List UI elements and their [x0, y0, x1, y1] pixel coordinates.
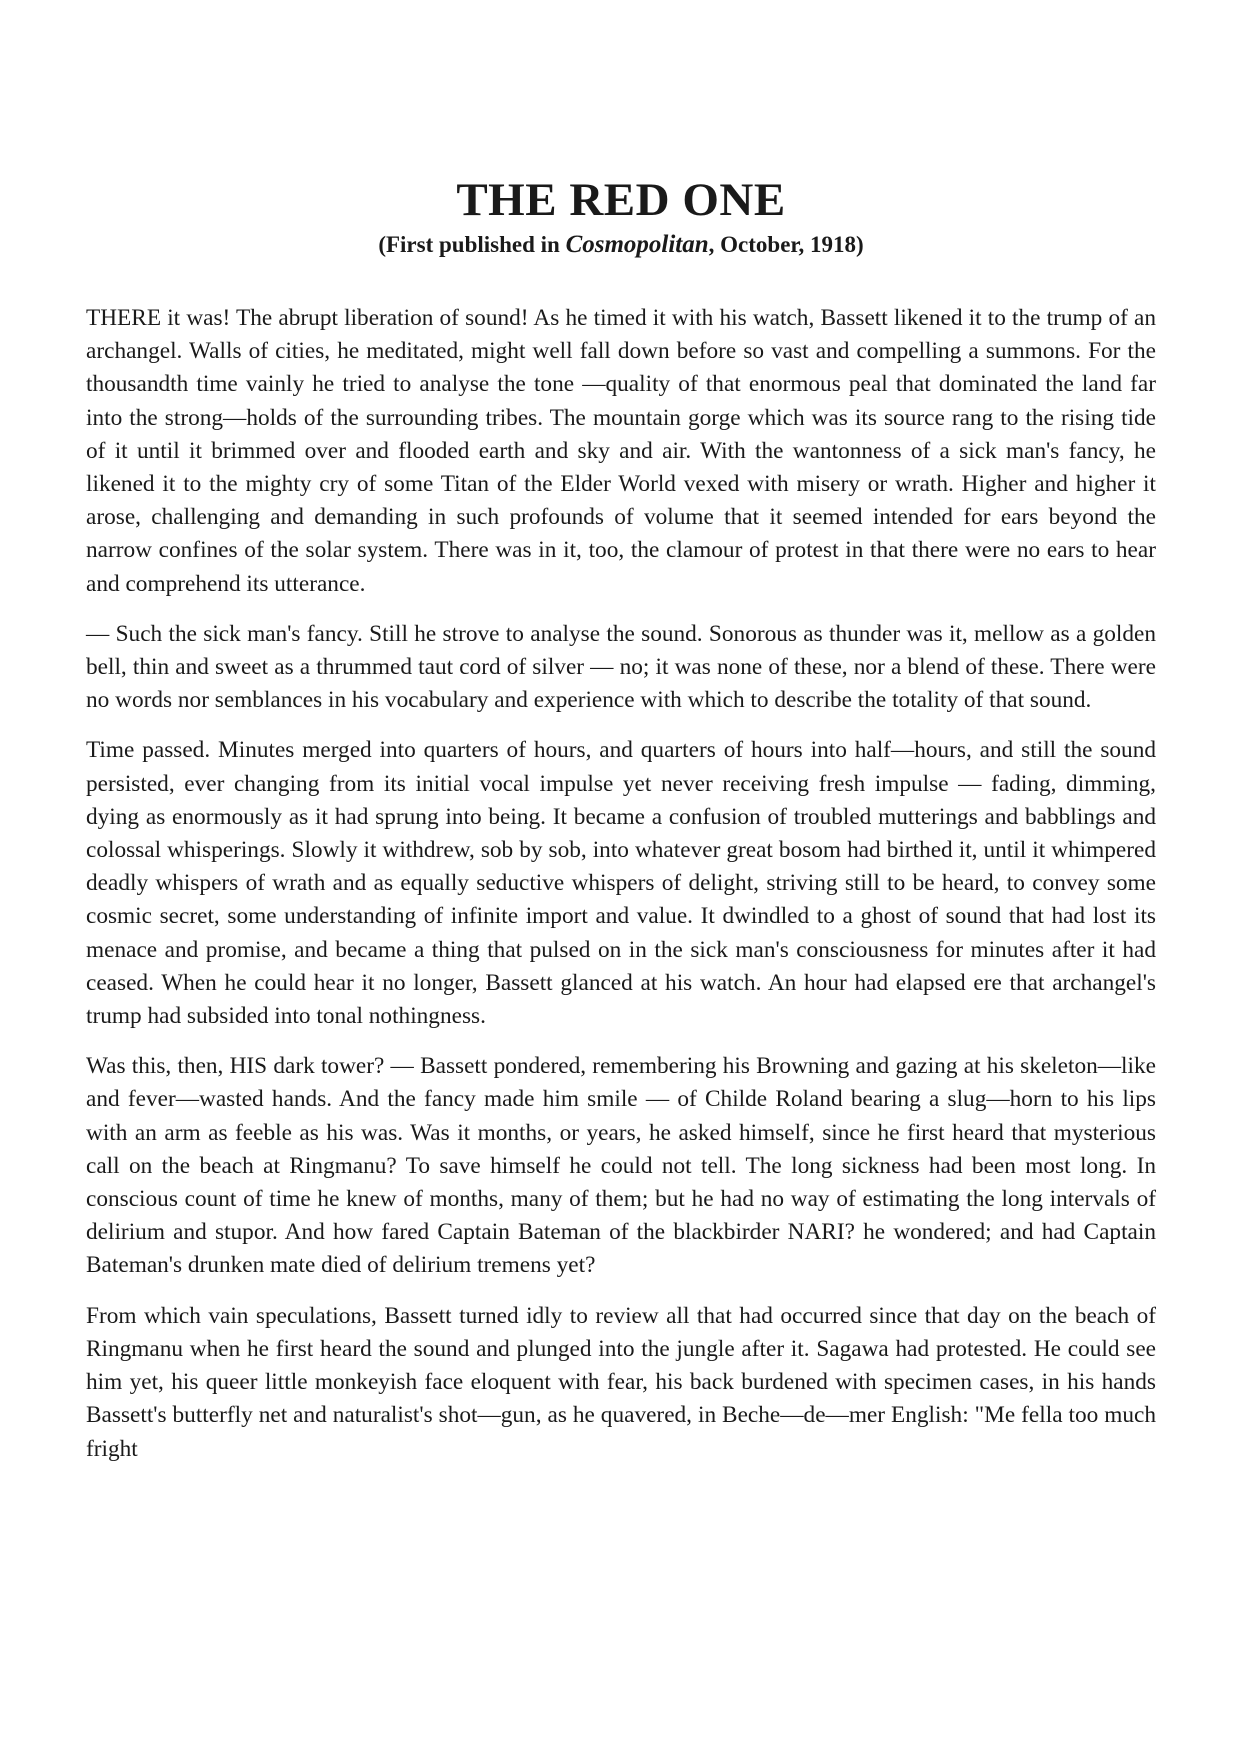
- paragraph-4: Was this, then, HIS dark tower? — Bassett pondered, remembering his Browning and gazing at his skeleton—like and fever—wasted hands. And the fancy made him smile — of Childe Roland bearing a slug—horn to his lips with an arm as feeble as his was. Was it months, or years, he asked himself, since he first heard that mysterious call on the beach at Ringmanu? To save himself he could not tell. The long sickness had been most long. In conscious count of time he knew of months, many of them; but he had no way of estimating the long intervals of delirium and stupor. And how fared Captain Bateman of the blackbirder NARI? he wondered; and had Captain Bateman's drunken mate died of delirium tremens yet?: [86, 1053, 1156, 1279]
- publication-note-prefix: (First published in: [378, 232, 566, 257]
- document-page: [86, 170, 1156, 1483]
- paragraph-5: From which vain speculations, Bassett turned idly to review all that had occurred since that day on the beach of Ringmanu when he first heard the sound and plunged into the jungle after it. Sagawa had protested. He could see him yet, his queer little monkeyish face eloquent with fear, his back burdened with specimen cases, in his hands Bassett's butterfly net and naturalist's shot—gun, as he quavered, in Beche—de—mer English: "Me fella too much fright: [86, 1302, 1156, 1462]
- page-title: THE RED ONE: [456, 174, 786, 226]
- publication-note: [86, 230, 1156, 260]
- publication-note-suffix: , October, 1918): [708, 232, 864, 257]
- paragraph-2: — Such the sick man's fancy. Still he strove to analyse the sound. Sonorous as thunder was it, mellow as a golden bell, thin and sweet as a thrummed taut cord of silver — no; it was none of these, nor a blend of these. There were no words nor semblances in his vocabulary and experience with which to describe the totality of that sound.: [86, 620, 1156, 714]
- paragraph-1: THERE it was! The abrupt liberation of sound! As he timed it with his watch, Bassett likened it to the trump of an archangel. Walls of cities, he meditated, might well fall down before so vast and compelling a summons. For the thousandth time vainly he tried to analyse the tone —quality of that enormous peal that dominated the land far into the strong—holds of the surrounding tribes. The mountain gorge which was its source rang to the rising tide of it until it brimmed over and flooded earth and sky and air. With the wantonness of a sick man's fancy, he likened it to the mighty cry of some Titan of the Elder World vexed with misery or wrath. Higher and higher it arose, challenging and demanding in such profounds of volume that it seemed intended for ears beyond the narrow confines of the solar system. There was in it, too, the clamour of protest in that there were no ears to hear and comprehend its utterance.: [86, 305, 1156, 597]
- paragraph-3: Time passed. Minutes merged into quarters of hours, and quarters of hours into half—hours, and still the sound persisted, ever changing from its initial vocal impulse yet never receiving fresh impulse — fading, dimming, dying as enormously as it had sprung into being. It became a confusion of troubled mutterings and babblings and colossal whisperings. Slowly it withdrew, sob by sob, into whatever great bosom had birthed it, until it whimpered deadly whispers of wrath and as equally seductive whispers of delight, striving still to be heard, to convey some cosmic secret, some understanding of infinite import and value. It dwindled to a ghost of sound that had lost its menace and promise, and became a thing that pulsed on in the sick man's consciousness for minutes after it had ceased. When he could hear it no longer, Bassett glanced at his watch. An hour had elapsed ere that archangel's trump had subsided into tonal nothingness.: [86, 737, 1156, 1030]
- magazine-name: Cosmopolitan: [565, 231, 709, 258]
